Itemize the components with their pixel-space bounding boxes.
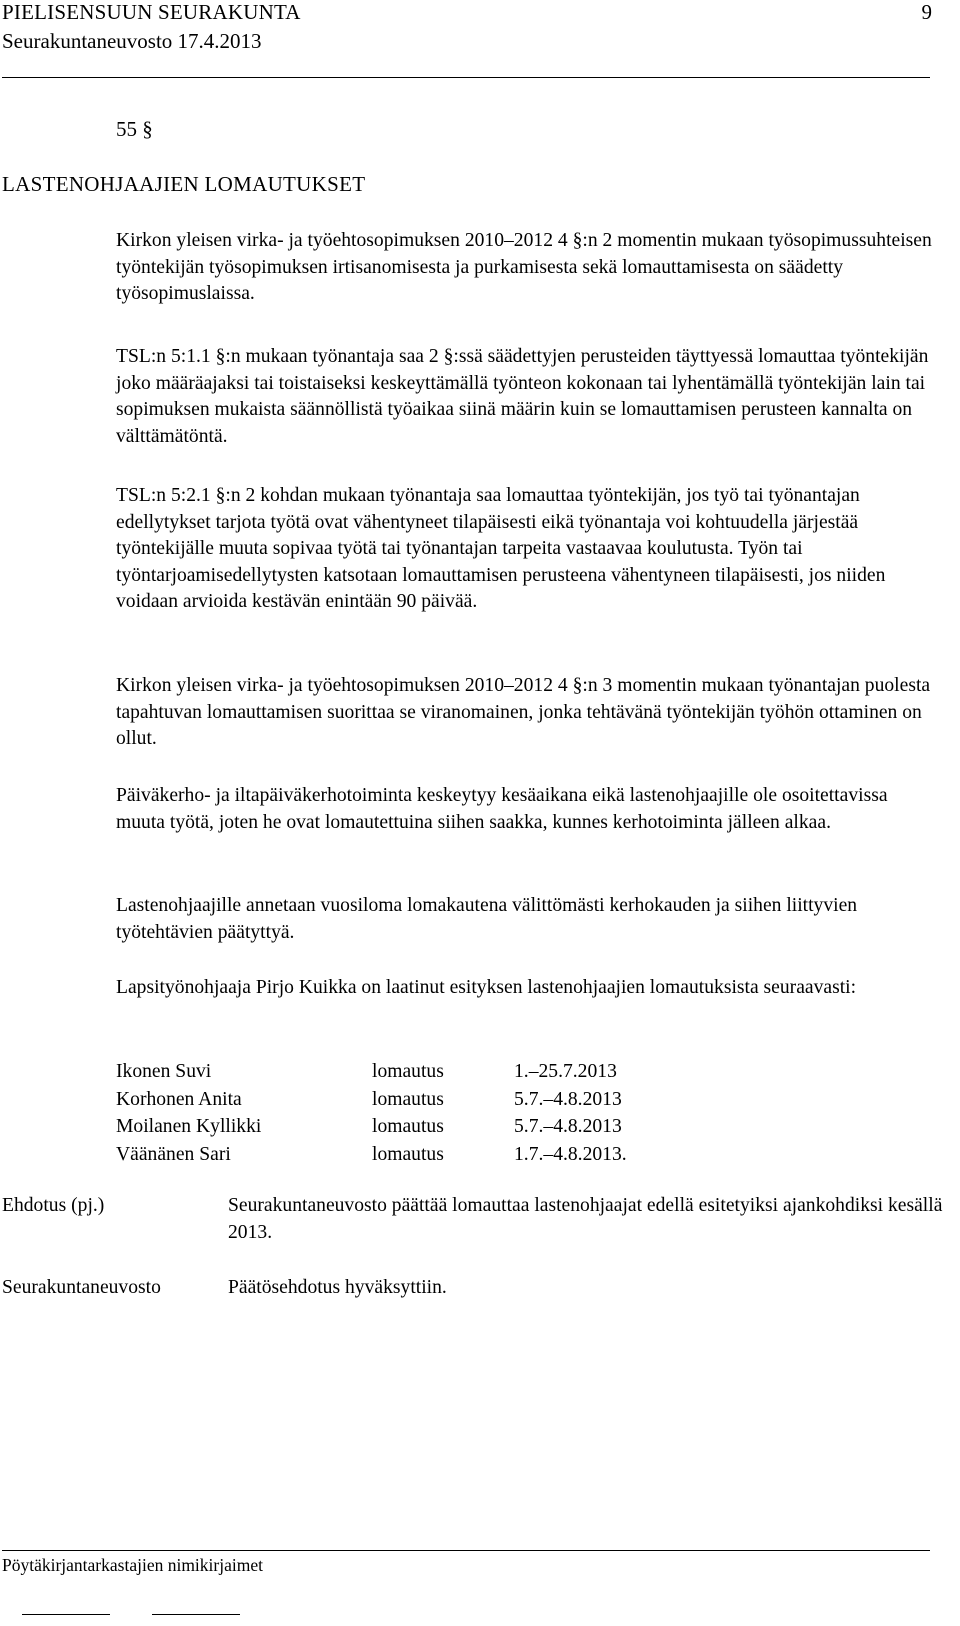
- paragraph-proposal-intro: [116, 975, 932, 1002]
- paragraph-tsl-5-2: [116, 483, 932, 616]
- layoff-type: lomautus: [372, 1061, 444, 1082]
- section-number: 55 §: [116, 117, 153, 141]
- section-title: LASTENOHJAAJIEN LOMAUTUKSET: [2, 172, 366, 196]
- footer-divider: [2, 1550, 930, 1551]
- layoff-period: 5.7.–4.8.2013: [514, 1088, 622, 1110]
- footer-label: Pöytäkirjantarkastajien nimikirjaimet: [2, 1555, 263, 1575]
- layoff-type: lomautus: [372, 1088, 444, 1110]
- layoff-period: 1.7.–4.8.2013.: [514, 1143, 627, 1165]
- employee-name: Moilanen Kyllikki: [116, 1116, 262, 1137]
- layoff-type: lomautus: [372, 1143, 444, 1165]
- table-row: [116, 1086, 627, 1114]
- paragraph-authority: [116, 673, 932, 753]
- proposal-label: Ehdotus (pj.): [2, 1195, 105, 1216]
- paragraph-text: TSL:n 5:2.1 §:n 2 kohdan mukaan työnantaja saa lomauttaa työntekijän, jos työ tai työnantajan edellytykset tarjota työtä ovat vähentyneet tilapäisesti eikä työnantaja voi kohtuudella järjestää työntekijälle muuta sopivaa työtä tai työnantajan tarpeita vastaavaa koulutusta. Työn tai työntarjoamisedellytysten katsotaan lomauttamisen perusteena vähentyneen tilapäisesti, jos niiden voidaan arvioida kestävän enintään 90 päivää.: [116, 485, 886, 612]
- paragraph-text: TSL:n 5:1.1 §:n mukaan työnantaja saa 2 §:ssä säädettyjen perusteiden täyttyessä lomauttaa työntekijän joko määräajaksi tai toistaiseksi keskeyttämällä työnteon kokonaan tai lyhentämällä työntekijän lain tai sopimuksen mukaista säännöllistä työaikaa siinä määrin kuin se lomauttamisen perusteen kannalta on välttämätöntä.: [116, 346, 929, 447]
- table-row: [116, 1113, 627, 1141]
- layoff-period: 1.–25.7.2013: [514, 1061, 617, 1082]
- paragraph-club-activity: [116, 783, 932, 836]
- layoff-period: 5.7.–4.8.2013: [514, 1116, 622, 1137]
- paragraph-agreement: [116, 228, 932, 308]
- employee-name: Korhonen Anita: [116, 1088, 242, 1110]
- table-row: [116, 1058, 627, 1086]
- paragraph-tsl-5-1: [116, 344, 932, 450]
- employee-name: Ikonen Suvi: [116, 1061, 212, 1082]
- signature-line: [152, 1614, 240, 1615]
- signature-line: [22, 1614, 110, 1615]
- layoff-table: [116, 1058, 627, 1168]
- employee-name: Väänänen Sari: [116, 1143, 231, 1165]
- paragraph-text: Päiväkerho- ja iltapäiväkerhotoiminta keskeytyy kesäaikana eikä lastenohjaajille ole osoitettavissa muuta työtä, joten he ovat lomautettuina siihen saakka, kunnes kerhotoiminta jälleen alkaa.: [116, 785, 888, 833]
- decision-text: Päätösehdotus hyväksyttiin.: [228, 1277, 447, 1298]
- proposal-text: Seurakuntaneuvosto päättää lomauttaa lastenohjaajat edellä esitetyiksi ajankohdiksi kesällä 2013.: [228, 1195, 943, 1243]
- paragraph-text: Kirkon yleisen virka- ja työehtosopimuksen 2010–2012 4 §:n 2 momentin mukaan työsopimussuhteisen työntekijän työsopimuksen irtisanomisesta ja purkamisesta sekä lomauttamisesta on säädetty työsopimuslaissa.: [116, 230, 932, 304]
- decision-label: Seurakuntaneuvosto: [2, 1277, 161, 1298]
- paragraph-text: Kirkon yleisen virka- ja työehtosopimuksen 2010–2012 4 §:n 3 momentin mukaan työnantajan puolesta tapahtuvan lomauttamisen suorittaa se viranomainen, jonka tehtävänä työntekijän työhön ottaminen on ollut.: [116, 675, 931, 749]
- page-number: 9: [921, 0, 932, 24]
- paragraph-text: Lastenohjaajille annetaan vuosiloma lomakautena välittömästi kerhokauden ja siihen liittyvien työtehtävien päätyttyä.: [116, 895, 858, 943]
- table-row: [116, 1141, 627, 1169]
- meeting-name: Seurakuntaneuvosto 17.4.2013: [2, 29, 262, 53]
- layoff-type: lomautus: [372, 1116, 444, 1137]
- header-divider: [2, 77, 930, 78]
- paragraph-annual-leave: [116, 893, 932, 946]
- paragraph-text: Lapsityönohjaaja Pirjo Kuikka on laatinut esityksen lastenohjaajien lomautuksista seuraavasti:: [116, 977, 857, 998]
- organization-name: PIELISENSUUN SEURAKUNTA: [2, 0, 301, 24]
